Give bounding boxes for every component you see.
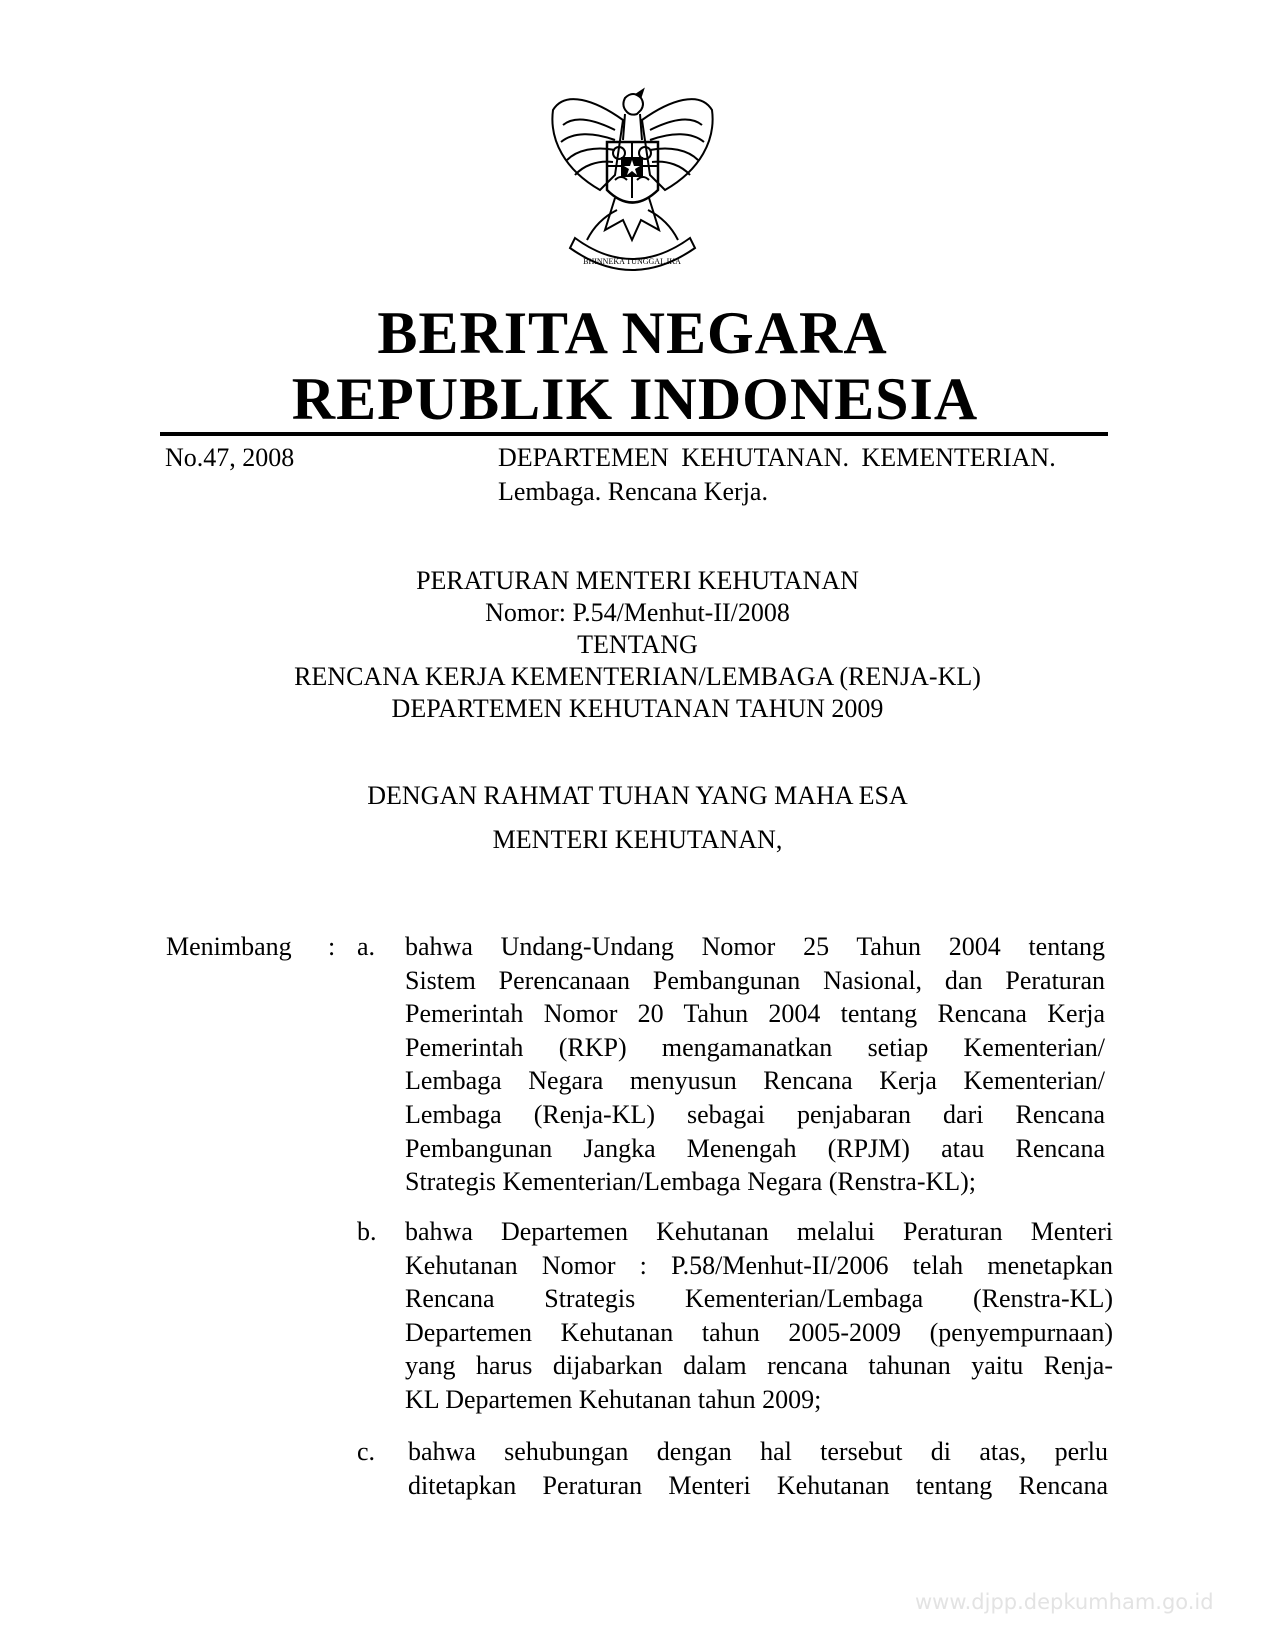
garuda-emblem-icon xyxy=(545,80,720,280)
menimbang-label: Menimbang xyxy=(166,932,292,961)
regulation-number: Nomor: P.54/Menhut-II/2008 xyxy=(485,598,790,627)
opening-block xyxy=(160,780,1115,856)
clause-a-line: Lembaga (Renja-KL) sebagai penjabaran dari Rencana xyxy=(405,1099,1105,1129)
menimbang-colon: : xyxy=(328,932,336,961)
issue-number: No.47, 2008 xyxy=(165,443,295,472)
clause-a-line: Pemerintah (RKP) mengamanatkan setiap Kementerian/ xyxy=(405,1032,1105,1062)
clause-a-line: Lembaga Negara menyusun Rencana Kerja Kementerian/ xyxy=(405,1066,1105,1096)
clause-c-line: bahwa sehubungan dengan hal tersebut di atas, perlu xyxy=(408,1437,1108,1466)
opening-line1: DENGAN RAHMAT TUHAN YANG MAHA ESA xyxy=(367,781,908,810)
regulation-type: PERATURAN MENTERI KEHUTANAN xyxy=(416,566,859,595)
regulation-tentang: TENTANG xyxy=(577,630,698,659)
masthead-title-line1: BERITA NEGARA xyxy=(377,300,888,366)
watermark: www.djpp.depkumham.go.id xyxy=(915,1590,1214,1614)
clause-b-line: bahwa Departemen Kehutanan melalui Peraturan Menteri xyxy=(405,1217,1113,1246)
clause-a-letter: a. xyxy=(357,932,376,961)
clause-c-line: ditetapkan Peraturan Menteri Kehutanan tentang Rencana xyxy=(408,1470,1108,1500)
masthead xyxy=(160,300,1110,432)
subject-keywords xyxy=(498,441,1138,509)
masthead-title-line2: REPUBLIK INDONESIA xyxy=(291,366,979,432)
clause-c-text xyxy=(408,1435,1108,1502)
clause-a-text xyxy=(405,930,1105,1199)
clause-a-line: Pemerintah Nomor 20 Tahun 2004 tentang Rencana Kerja xyxy=(405,999,1105,1029)
regulation-subject-line2: DEPARTEMEN KEHUTANAN TAHUN 2009 xyxy=(391,694,884,723)
emblem-motto: BHINNEKA TUNGGAL IKA xyxy=(583,257,681,266)
regulation-subject-line1: RENCANA KERJA KEMENTERIAN/LEMBAGA (RENJA-KL) xyxy=(294,662,981,691)
clause-b-line: Departemen Kehutanan tahun 2005-2009 (penyempurnaan) xyxy=(405,1317,1113,1347)
regulation-title-block xyxy=(160,565,1115,725)
clause-b-line: Kehutanan Nomor : P.58/Menhut-II/2006 telah menetapkan xyxy=(405,1250,1113,1280)
opening-line2: MENTERI KEHUTANAN, xyxy=(492,825,783,854)
clause-a-line: Strategis Kementerian/Lembaga Negara (Renstra-KL); xyxy=(405,1167,977,1197)
clause-c-letter: c. xyxy=(357,1437,376,1466)
clause-a-line: Pembangunan Jangka Menengah (RPJM) atau Rencana xyxy=(405,1133,1105,1163)
clause-b-line: yang harus dijabarkan dalam rencana tahunan yaitu Renja- xyxy=(405,1351,1113,1381)
subject-line2: Lembaga. Rencana Kerja. xyxy=(498,477,768,506)
clause-a-line: bahwa Undang-Undang Nomor 25 Tahun 2004 tentang xyxy=(405,932,1105,961)
clause-b-line: Rencana Strategis Kementerian/Lembaga (Renstra-KL) xyxy=(405,1284,1113,1314)
header-rule xyxy=(160,432,1108,436)
clause-b-text xyxy=(405,1215,1113,1417)
clause-b-line: KL Departemen Kehutanan tahun 2009; xyxy=(405,1384,822,1414)
clause-a-line: Sistem Perencanaan Pembangunan Nasional, dan Peraturan xyxy=(405,965,1105,995)
clause-b-letter: b. xyxy=(357,1217,377,1246)
subject-line1: DEPARTEMEN KEHUTANAN. KEMENTERIAN. xyxy=(498,443,1056,472)
